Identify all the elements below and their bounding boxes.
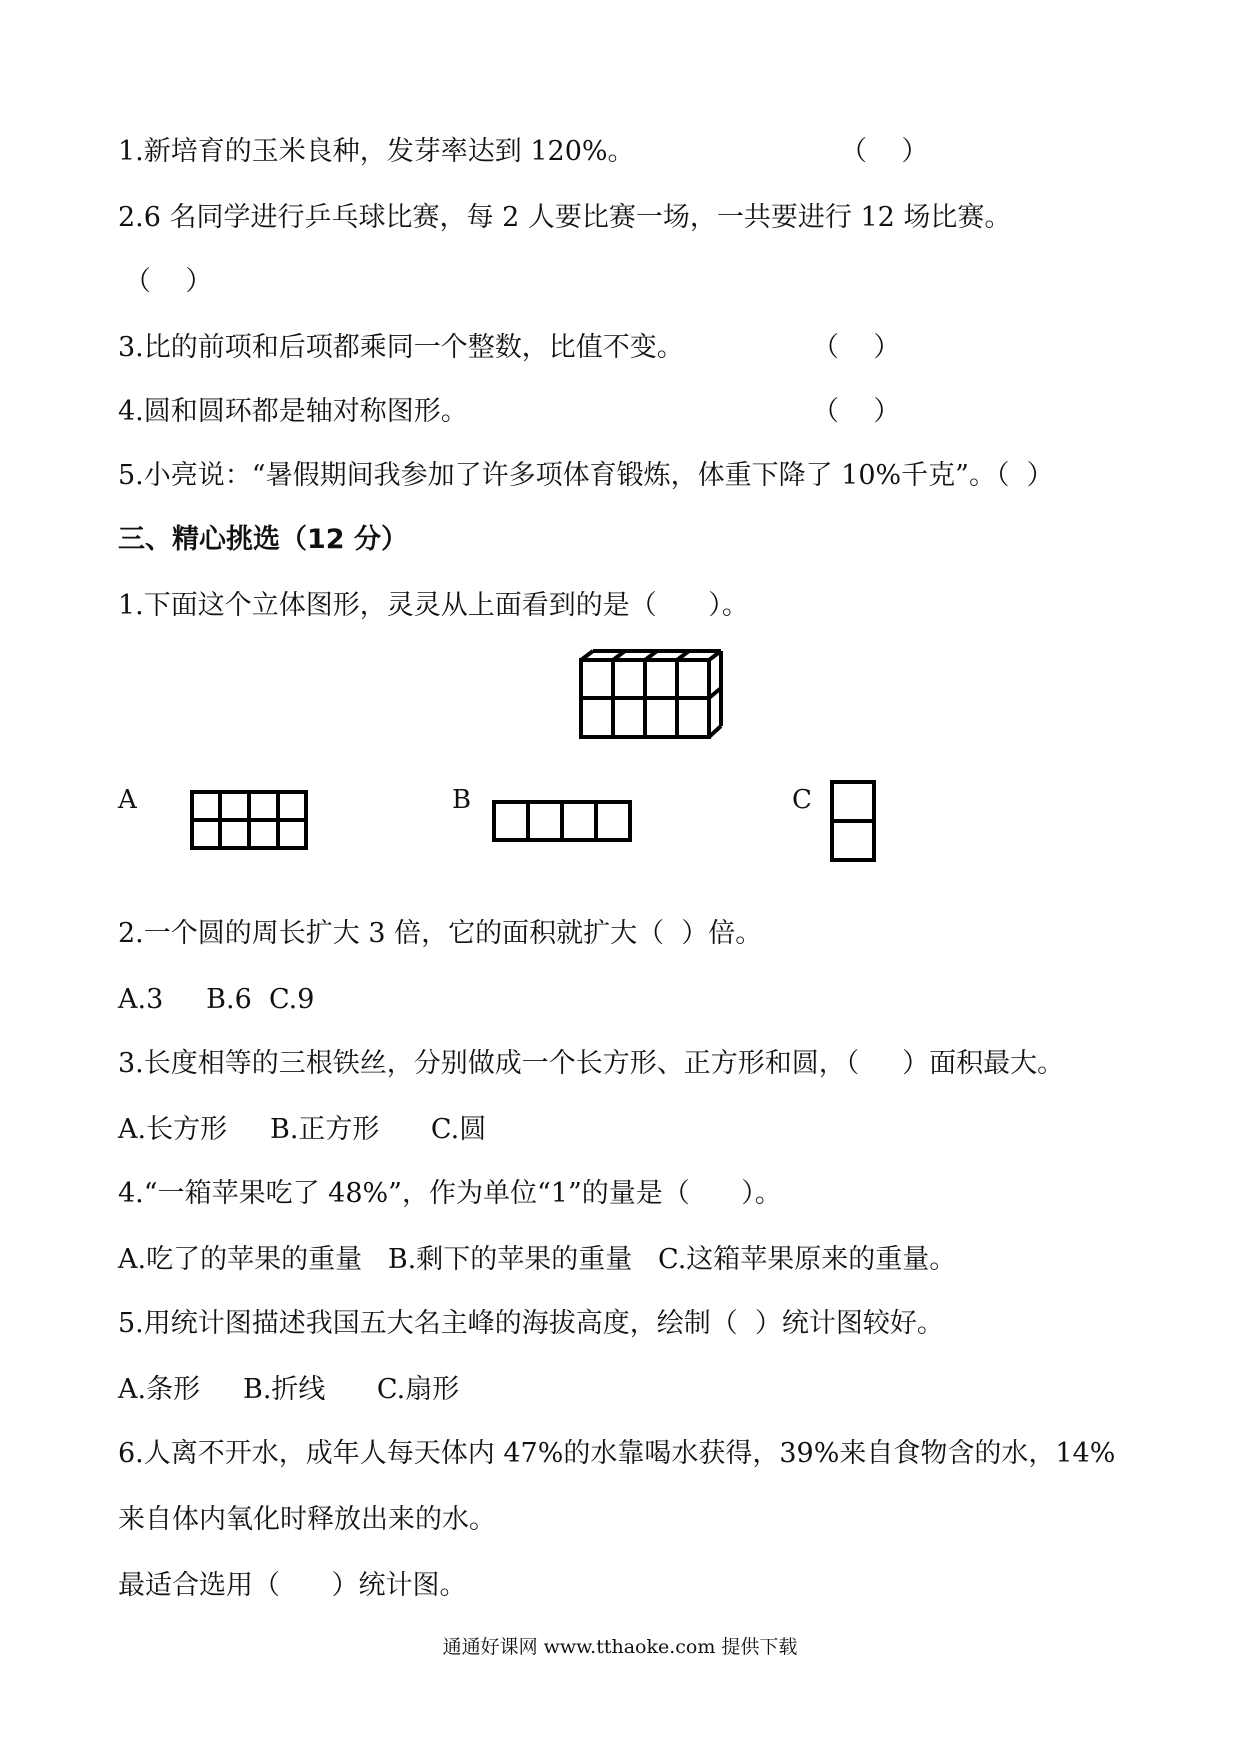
tf-item-1: 1.新培育的玉米良种，发芽率达到 120%。 [118,136,635,167]
answer-paren-4: （ ） [812,396,901,427]
choice-q6-line3: 最适合选用（ ）统计图。 [118,1570,467,1601]
choice-q3-options: A.长方形 B.正方形 C.圆 [118,1114,487,1145]
option-c-label: C [792,785,812,815]
section-heading: 三、精心挑选（12 分） [118,524,408,555]
tf-item-2: 2.6 名同学进行乒乓球比赛，每 2 人要比赛一场，一共要进行 12 场比赛。 [118,202,1012,233]
choice-q1: 1.下面这个立体图形，灵灵从上面看到的是（ ）。 [118,590,749,621]
choice-q2-options: A.3 B.6 C.9 [118,984,315,1015]
option-a-figure [190,790,308,850]
page-footer: 通通好课网 www.tthaoke.com 提供下载 [442,1636,798,1658]
answer-paren-3: （ ） [812,332,901,363]
answer-paren-2: （ ） [124,266,213,297]
option-b-figure [492,800,632,842]
choice-q4: 4.“一箱苹果吃了 48%”，作为单位“1”的量是（ ）。 [118,1178,782,1209]
choice-q6: 6.人离不开水，成年人每天体内 47%的水靠喝水获得，39%来自食物含的水，14% [118,1438,1116,1469]
choice-q4-options: A.吃了的苹果的重量 B.剩下的苹果的重量 C.这箱苹果原来的重量。 [118,1244,957,1275]
answer-paren-1: （ ） [840,136,929,167]
option-b-label: B [452,785,472,815]
cuboid-figure [578,648,724,740]
tf-item-3: 3.比的前项和后项都乘同一个整数，比值不变。 [118,332,684,363]
tf-item-5: 5.小亮说：“暑假期间我参加了许多项体育锻炼，体重下降了 10%千克”。（ ） [118,460,1054,491]
choice-q5: 5.用统计图描述我国五大名主峰的海拔高度，绘制（ ）统计图较好。 [118,1308,944,1339]
option-a-label: A [118,785,137,815]
choice-q6-line2: 来自体内氧化时释放出来的水。 [118,1504,496,1535]
option-c-figure [830,780,876,862]
choice-q5-options: A.条形 B.折线 C.扇形 [118,1374,460,1405]
tf-item-4: 4.圆和圆环都是轴对称图形。 [118,396,468,427]
choice-q2: 2.一个圆的周长扩大 3 倍，它的面积就扩大（ ）倍。 [118,918,763,949]
choice-q3: 3.长度相等的三根铁丝，分别做成一个长方形、正方形和圆，（ ）面积最大。 [118,1048,1065,1079]
